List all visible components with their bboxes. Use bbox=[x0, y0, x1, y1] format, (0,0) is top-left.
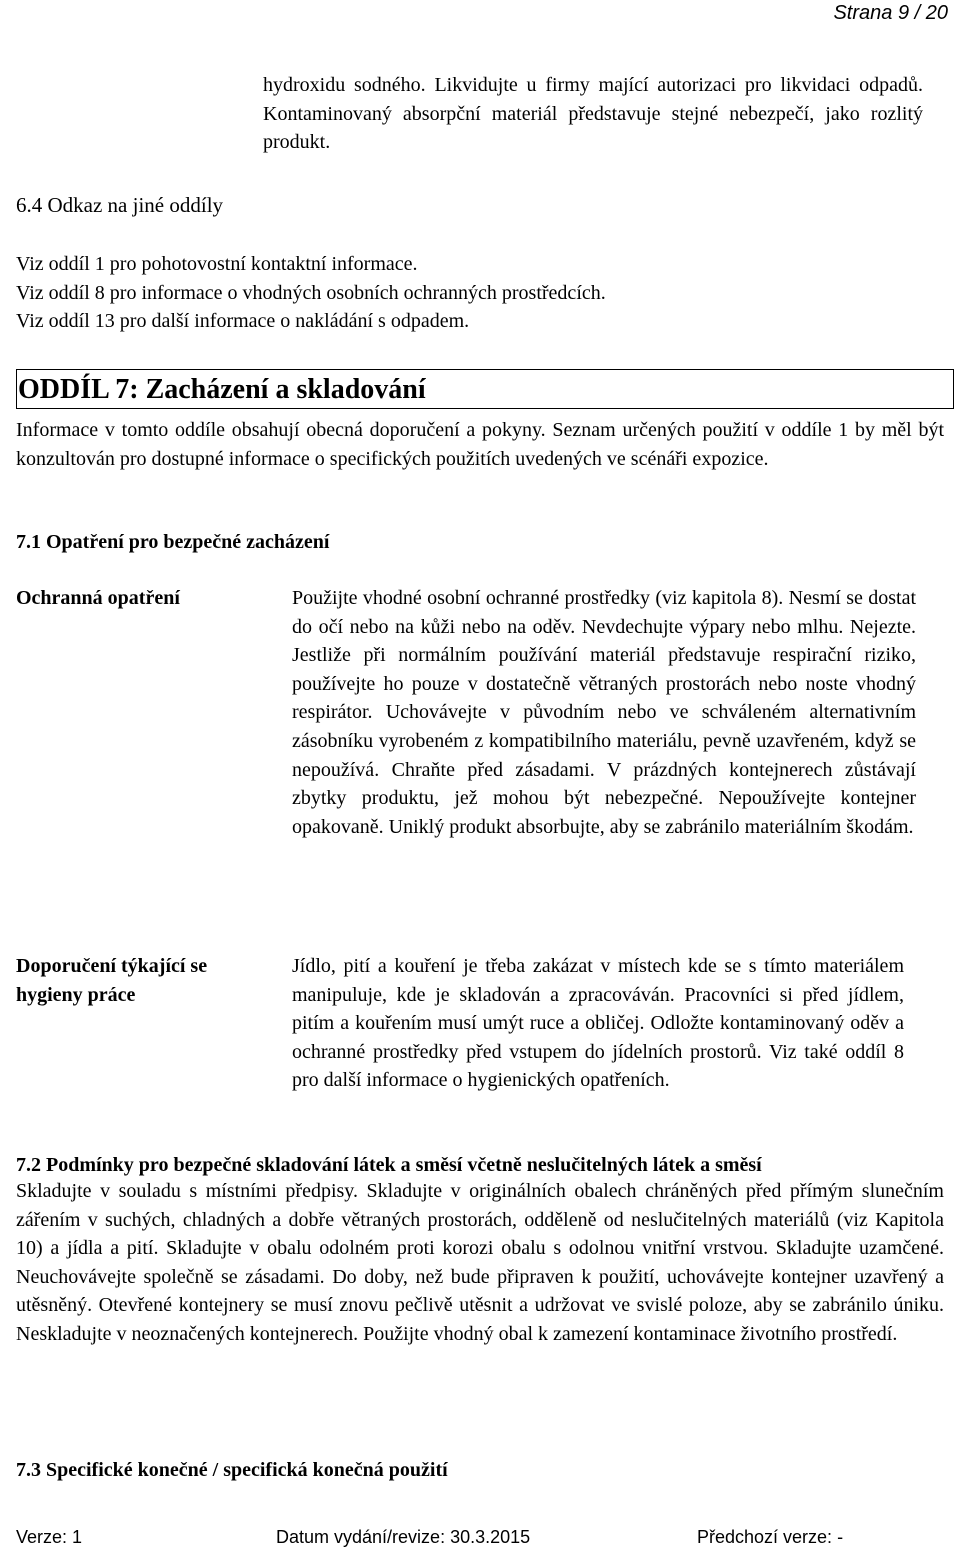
reference-list bbox=[16, 250, 946, 336]
reference-item: Viz oddíl 8 pro informace o vhodných osobních ochranných prostředcích. bbox=[16, 281, 606, 304]
reference-item: Viz oddíl 13 pro další informace o nakládání s odpadem. bbox=[16, 310, 470, 333]
footer-previous-version: Předchozí verze: - bbox=[697, 1527, 844, 1547]
section-title: ODDÍL 7: Zacházení a skladování bbox=[18, 374, 426, 405]
storage-conditions-text: Skladujte v souladu s místními předpisy. Skladujte v originálních obalech chráněných před přímým slunečním zářením v suchých, chladných a dobře větraných prostorách, odděleně od neslučitelných materiálů (viz Kapitola 10) a jídla a pití. Skladujte v obalu odolném proti korozi obalu s odolnou vnitřní vrstvou. Skladujte uzamčené. Neuchovávejte společně se zásadami. Do doby, než bude připraven k použití, uchovávejte kontejner uzavřený a utěsněný. Otevřené kontejnery se musí znovu pečlivě utěsnit a udržovat ve svislé poloze, aby se zabránilo úniku. Neskladujte v neoznačených kontejnerech. Použijte vhodný obal k zamezení kontaminace životního prostředí. bbox=[16, 1180, 944, 1345]
subheading-7-2: 7.2 Podmínky pro bezpečné skladování látek a směsí včetně neslučitelných látek a směsí bbox=[16, 1154, 762, 1176]
section6-continuation: hydroxidu sodného. Likvidujte u firmy mající autorizaci pro likvidaci odpadů. Kontaminovaný absorpční materiál představuje stejné nebezpečí, jako rozlitý produkt. bbox=[263, 74, 923, 154]
page-footer bbox=[16, 1524, 956, 1552]
section7-intro: Informace v tomto oddíle obsahují obecná doporučení a pokyny. Seznam určených použití v oddíle 1 by měl být konzultován pro dostupné informace o specifických použitích uvedených ve scénáři expozice. bbox=[16, 419, 944, 470]
page-number: Strana 9 / 20 bbox=[833, 2, 948, 24]
hygiene-label: Doporučení týkající se hygieny práce bbox=[16, 955, 208, 1006]
protective-measures-label: Ochranná opatření bbox=[16, 587, 180, 609]
reference-item: Viz oddíl 1 pro pohotovostní kontaktní informace. bbox=[16, 253, 418, 275]
hygiene-text: Jídlo, pití a kouření je třeba zakázat v místech kde se s tímto materiálem manipuluje, kde je skladován a zpracováván. Pracovníci si před jídlem, pitím a kouřením musí umýt ruce a obličej. Odložte kontaminovaný oděv a ochranné prostředky před vstupem do jídelních prostorů. Viz také oddíl 8 pro další informace o hygienických opatřeních. bbox=[292, 955, 904, 1092]
footer-version: Verze: 1 bbox=[16, 1527, 83, 1547]
footer-issue-date: Datum vydání/revize: 30.3.2015 bbox=[276, 1527, 531, 1547]
subheading-6-4: 6.4 Odkaz na jiné oddíly bbox=[16, 193, 224, 217]
subheading-7-3: 7.3 Specifické konečné / specifická konečná použití bbox=[16, 1459, 448, 1481]
protective-measures-text: Použijte vhodné osobní ochranné prostředky (viz kapitola 8). Nesmí se dostat do očí nebo na kůži nebo na oděv. Nevdechujte výpary nebo mlhu. Nejezte. Jestliže při normálním používání materiál představuje respirační riziko, používejte ho pouze v dostatečně větraných prostorách nebo noste vhodný respirátor. Uchovávejte v původním nebo ve schváleném alternativním zásobníku vyrobeném z kompatibilního materiálu, pevně uzavřeném, když se nepoužívá. Chraňte před zásadami. V prázdných kontejnerech zůstávají zbytky produktu, jež mohou být nebezpečné. Nepoužívejte kontejner opakovaně. Uniklý produkt absorbujte, aby se zabránilo materiálním škodám. bbox=[292, 587, 916, 838]
subheading-7-1: 7.1 Opatření pro bezpečné zacházení bbox=[16, 531, 330, 553]
